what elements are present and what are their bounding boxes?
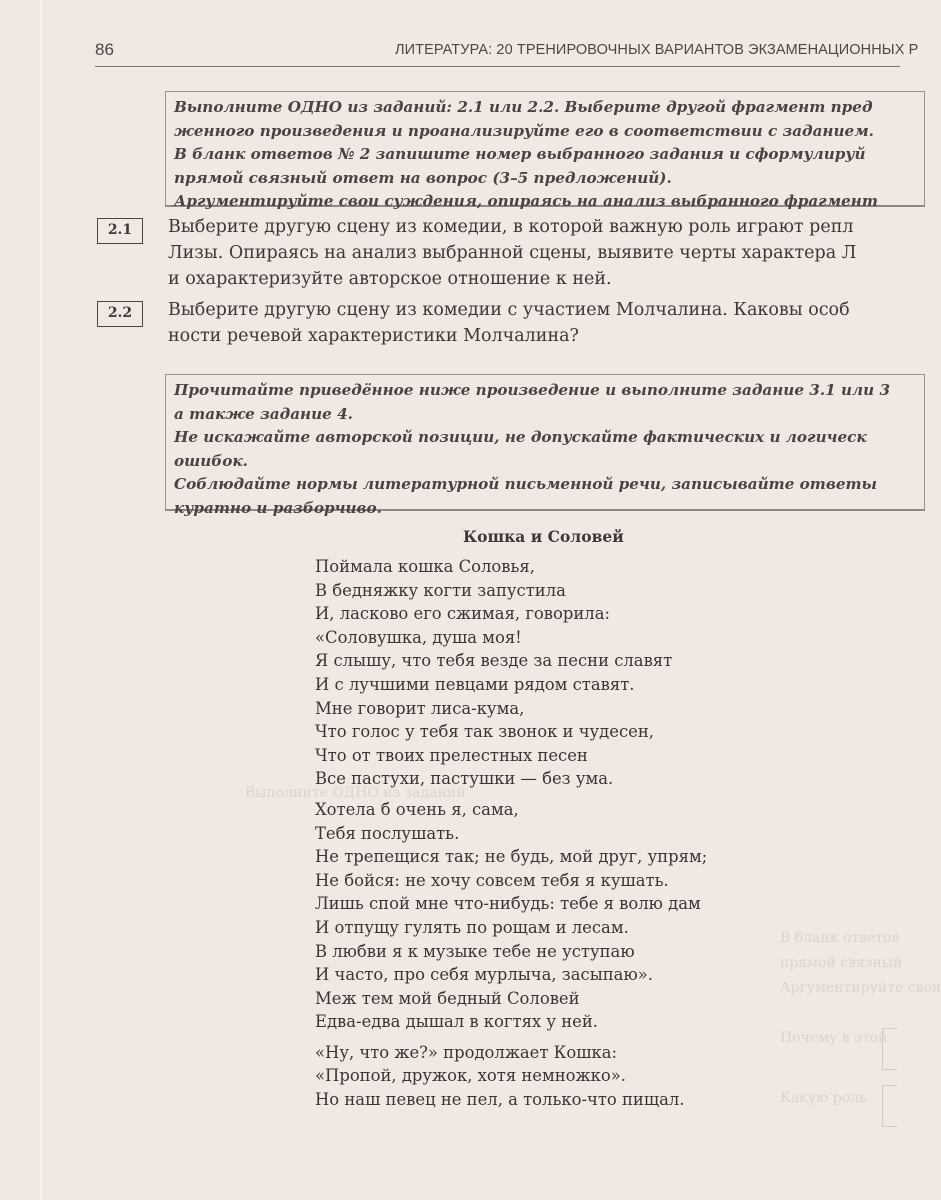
verse-line: И с лучшими певцами рядом ставят.: [315, 674, 635, 694]
stanza-1: [315, 555, 707, 791]
task-line: Лизы. Опираясь на анализ выбранной сцены, выявите черты характера Л: [168, 243, 857, 263]
show-through-text: Какую роль: [780, 1090, 867, 1106]
page-fold: [40, 0, 42, 1200]
task-line: Выберите другую сцену из комедии, в которой важную роль играют репл: [168, 217, 854, 237]
verse-line: Что голос у тебя так звонок и чудесен,: [315, 722, 654, 742]
verse-line: Что от твоих прелестных песен: [315, 745, 588, 765]
instruction-line: куратно и разборчиво.: [174, 498, 382, 517]
instruction-line: а также задание 4.: [174, 404, 353, 423]
verse-line: Не трепещися так; не будь, мой друг, упрям;: [315, 847, 708, 867]
verse-line: «Пропой, дружок, хотя немножко».: [315, 1066, 626, 1086]
verse-line: Все пастухи, пастушки — без ума.: [315, 769, 614, 789]
instruction-line: ошибок.: [174, 451, 248, 470]
show-through-text: прямой связный: [780, 955, 903, 971]
task-number-badge: 2.2: [97, 301, 143, 327]
verse-line: Хотела б очень я, сама,: [315, 799, 519, 819]
running-title: ЛИТЕРАТУРА: 20 ТРЕНИРОВОЧНЫХ ВАРИАНТОВ ЭКЗАМЕНАЦИОННЫХ Р: [395, 42, 919, 58]
instruction-line: женного произведения и проанализируйте его в соответствии с заданием.: [174, 121, 874, 140]
show-through-text: Выполните ОДНО из заданий: [245, 785, 466, 801]
verse-line: И отпущу гулять по рощам и лесам.: [315, 917, 629, 937]
verse-line: В любви я к музыке тебе не уступаю: [315, 941, 635, 961]
instruction-line: Соблюдайте нормы литературной письменной речи, записывайте ответы: [174, 475, 878, 494]
verse-line: Но наш певец не пел, а только-что пищал.: [315, 1090, 685, 1110]
verse-line: Лишь спой мне что-нибудь: тебе я волю дам: [315, 894, 701, 914]
show-through-text: В бланк ответов: [780, 930, 900, 946]
verse-line: Едва-едва дышал в когтях у ней.: [315, 1012, 598, 1032]
instruction-line: В бланк ответов № 2 запишите номер выбранного задания и сформулируй: [174, 145, 866, 164]
stanza-2: [315, 798, 707, 1034]
instruction-line: Выполните ОДНО из заданий: 2.1 или 2.2. Выберите другой фрагмент пред: [174, 98, 873, 116]
instruction-line: Прочитайте приведённое ниже произведение и выполните задание 3.1 или 3: [174, 381, 891, 399]
instruction-box-task2: [165, 91, 925, 211]
task-text: [168, 214, 856, 292]
show-through-text: Аргументируйте свои: [780, 980, 941, 996]
poem-body: [315, 555, 707, 1119]
task-line: Выберите другую сцену из комедии с участием Молчалина. Каковы особ: [168, 300, 850, 320]
show-through-text: Почему в этой: [780, 1030, 888, 1046]
verse-line: Я слышу, что тебя везде за песни славят: [315, 651, 673, 671]
running-header: [95, 38, 919, 67]
task-line: и охарактеризуйте авторское отношение к ней.: [168, 269, 612, 289]
instruction-box-task3: [165, 374, 925, 517]
verse-line: И часто, про себя мурлыча, засыпаю».: [315, 965, 653, 985]
verse-line: «Соловушка, душа моя!: [315, 627, 522, 647]
page-number: 86: [95, 40, 114, 59]
verse-line: Меж тем мой бедный Соловей: [315, 988, 580, 1008]
verse-line: Тебя послушать.: [315, 823, 460, 843]
verse-line: И, ласково его сжимая, говорила:: [315, 604, 610, 624]
show-through-bracket: [882, 1085, 897, 1127]
task-text: [168, 297, 850, 349]
instruction-line: Не искажайте авторской позиции, не допускайте фактических и логическ: [174, 428, 867, 447]
stanza-3: [315, 1041, 707, 1112]
task-number-badge: 2.1: [97, 218, 143, 244]
task-line: ности речевой характеристики Молчалина?: [168, 326, 579, 346]
poem-title: Кошка и Соловей: [463, 527, 624, 546]
verse-line: Поймала кошка Соловья,: [315, 557, 535, 576]
verse-line: В бедняжку когти запустила: [315, 580, 566, 600]
instruction-line: Аргументируйте свои суждения, опираясь на анализ выбранного фрагмент: [174, 192, 878, 211]
verse-line: «Ну, что же?» продолжает Кошка:: [315, 1042, 617, 1062]
show-through-bracket: [882, 1028, 897, 1070]
verse-line: Мне говорит лиса-кума,: [315, 698, 525, 718]
instruction-line: прямой связный ответ на вопрос (3–5 предложений).: [174, 168, 672, 187]
verse-line: Не бойся: не хочу совсем тебя я кушать.: [315, 870, 669, 890]
